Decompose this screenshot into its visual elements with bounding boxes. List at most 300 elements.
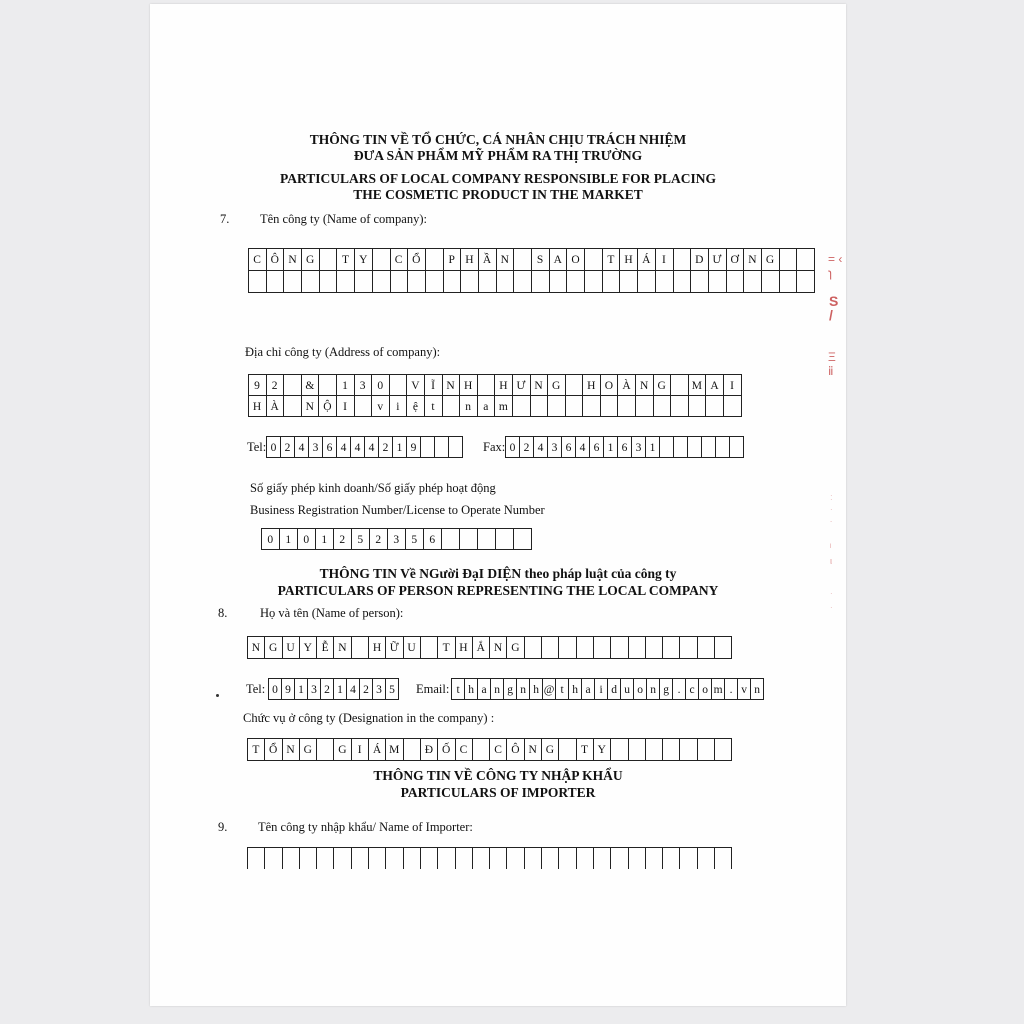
form-char-cell — [282, 847, 300, 869]
form-char-cell — [726, 270, 745, 293]
form-char-cell — [460, 270, 479, 293]
form-char-cell: 4 — [350, 436, 365, 458]
form-char-cell — [701, 436, 716, 458]
form-char-cell — [705, 395, 724, 417]
form-char-cell — [372, 248, 391, 271]
form-char-cell — [743, 270, 762, 293]
person-tel-cells — [268, 678, 398, 700]
form-char-cell — [299, 847, 317, 869]
form-char-cell — [524, 847, 542, 869]
form-char-cell — [437, 847, 455, 869]
importer-title-vi: THÔNG TIN VỀ CÔNG TY NHẬP KHẨU — [373, 768, 623, 783]
person-title-vi: THÔNG TIN Về NGười ĐạI DIỆN theo pháp luật của công ty — [319, 566, 677, 581]
form-char-cell: 0 — [297, 528, 316, 550]
form-char-cell: n — [646, 678, 660, 700]
form-char-cell: O — [566, 248, 585, 271]
form-char-cell — [662, 847, 680, 869]
form-char-cell: m — [494, 395, 513, 417]
ink-dot — [216, 694, 219, 697]
form-char-cell — [576, 847, 594, 869]
form-char-cell: 6 — [589, 436, 604, 458]
form-char-cell: 4 — [575, 436, 590, 458]
form-char-cell: T — [336, 248, 355, 271]
form-char-cell: 0 — [505, 436, 520, 458]
form-char-cell: G — [547, 374, 566, 396]
title-vi-line2: ĐƯA SẢN PHẨM MỸ PHẨM RA THỊ TRƯỜNG — [353, 148, 643, 163]
form-char-cell — [670, 395, 689, 417]
license-label-en: Business Registration Number/License to Operate Number — [250, 503, 545, 517]
form-char-cell — [628, 847, 646, 869]
form-char-cell — [690, 270, 709, 293]
form-char-cell: Ố — [437, 738, 455, 761]
form-char-cell — [472, 847, 490, 869]
stamp-mark: = ‹ ɿ — [828, 252, 843, 280]
form-char-cell: T — [437, 636, 455, 659]
form-char-cell: o — [633, 678, 647, 700]
form-char-cell: 2 — [320, 678, 334, 700]
form-char-cell: Ư — [708, 248, 727, 271]
form-char-cell — [582, 395, 601, 417]
form-char-cell: h — [464, 678, 478, 700]
form-char-cell — [610, 847, 628, 869]
form-char-cell: N — [524, 738, 542, 761]
form-char-cell — [442, 395, 461, 417]
form-char-cell: 0 — [261, 528, 280, 550]
form-char-cell: 4 — [533, 436, 548, 458]
form-char-cell: T — [247, 738, 265, 761]
form-char-cell — [565, 374, 584, 396]
form-char-cell — [697, 738, 715, 761]
form-char-cell: I — [723, 374, 742, 396]
company-tel-cells — [266, 436, 462, 458]
form-char-cell — [448, 436, 463, 458]
form-char-cell: 4 — [364, 436, 379, 458]
form-char-cell — [708, 270, 727, 293]
form-char-cell — [653, 395, 672, 417]
form-char-cell: A — [705, 374, 724, 396]
form-char-cell — [541, 847, 559, 869]
title-vi-line1: THÔNG TIN VỀ TỔ CHỨC, CÁ NHÂN CHỊU TRÁCH NHIỆM — [309, 132, 687, 147]
form-char-cell: N — [283, 248, 302, 271]
form-char-cell: n — [516, 678, 530, 700]
form-char-cell: C — [489, 738, 507, 761]
form-char-cell: G — [301, 248, 320, 271]
form-char-cell: u — [620, 678, 634, 700]
form-char-cell — [549, 270, 568, 293]
form-char-cell — [354, 270, 373, 293]
form-char-cell: m — [711, 678, 725, 700]
form-char-cell: Ữ — [385, 636, 403, 659]
item-number-8: 8. — [218, 606, 228, 620]
form-char-cell: Ắ — [472, 636, 490, 659]
form-char-cell: h — [568, 678, 582, 700]
form-char-cell — [673, 436, 688, 458]
form-char-cell — [628, 738, 646, 761]
form-char-cell — [662, 636, 680, 659]
form-char-cell — [637, 270, 656, 293]
company-name-row2 — [248, 270, 814, 293]
form-char-cell: N — [530, 374, 549, 396]
form-char-cell — [489, 847, 507, 869]
form-char-cell: 6 — [617, 436, 632, 458]
person-name-label: Họ và tên (Name of person): — [260, 606, 404, 620]
form-char-cell — [354, 395, 373, 417]
form-char-cell: N — [247, 636, 265, 659]
form-char-cell: 6 — [561, 436, 576, 458]
form-char-cell: . — [724, 678, 738, 700]
form-char-cell — [635, 395, 654, 417]
form-char-cell: N — [333, 636, 351, 659]
form-char-cell — [455, 847, 473, 869]
form-char-cell: N — [282, 738, 300, 761]
form-char-cell — [714, 847, 732, 869]
form-char-cell: G — [333, 738, 351, 761]
form-char-cell: I — [336, 395, 355, 417]
form-char-cell: G — [506, 636, 524, 659]
form-char-cell: N — [635, 374, 654, 396]
form-char-cell: G — [653, 374, 672, 396]
form-char-cell: Á — [637, 248, 656, 271]
form-char-cell — [513, 528, 532, 550]
form-char-cell — [714, 636, 732, 659]
form-char-cell: 9 — [248, 374, 267, 396]
form-char-cell: U — [282, 636, 300, 659]
form-char-cell: Ộ — [318, 395, 337, 417]
license-cells — [261, 528, 531, 550]
form-char-cell: 6 — [322, 436, 337, 458]
importer-title-en: PARTICULARS OF IMPORTER — [400, 785, 596, 800]
form-char-cell: 3 — [354, 374, 373, 396]
form-char-cell — [558, 847, 576, 869]
form-char-cell — [566, 270, 585, 293]
form-char-cell: N — [301, 395, 320, 417]
form-char-cell: M — [385, 738, 403, 761]
form-char-cell — [478, 270, 497, 293]
form-char-cell: 9 — [406, 436, 421, 458]
form-char-cell: a — [477, 678, 491, 700]
form-char-cell: g — [659, 678, 673, 700]
form-char-cell — [714, 738, 732, 761]
form-char-cell: 0 — [371, 374, 390, 396]
form-char-cell: D — [690, 248, 709, 271]
form-char-cell: 5 — [385, 678, 399, 700]
stamp-mark: ˡ ι — [830, 542, 832, 566]
form-char-cell: i — [389, 395, 408, 417]
form-char-cell: t — [424, 395, 443, 417]
form-char-cell — [425, 270, 444, 293]
form-char-cell — [351, 636, 369, 659]
form-char-cell — [531, 270, 550, 293]
designation-label: Chức vụ ở công ty (Designation in the company) : — [243, 711, 495, 725]
person-email-cells — [451, 678, 763, 700]
form-char-cell — [688, 395, 707, 417]
designation-cells — [247, 738, 731, 761]
form-char-cell — [420, 847, 438, 869]
form-char-cell: 5 — [351, 528, 370, 550]
form-char-cell: O — [600, 374, 619, 396]
form-char-cell — [558, 636, 576, 659]
form-char-cell — [495, 528, 514, 550]
form-char-cell: 4 — [294, 436, 309, 458]
form-char-cell: H — [494, 374, 513, 396]
form-char-cell — [283, 374, 302, 396]
form-char-cell: 1 — [336, 374, 355, 396]
company-fax-label: Fax: — [483, 439, 506, 454]
form-char-cell — [385, 847, 403, 869]
form-char-cell: v — [737, 678, 751, 700]
form-char-cell: 3 — [308, 436, 323, 458]
form-char-cell — [687, 436, 702, 458]
form-char-cell: @ — [542, 678, 556, 700]
stamp-mark: S / — [829, 293, 839, 323]
form-char-cell — [319, 248, 338, 271]
form-char-cell: H — [455, 636, 473, 659]
form-char-cell: Á — [368, 738, 386, 761]
form-char-cell: G — [299, 738, 317, 761]
form-char-cell: P — [443, 248, 462, 271]
company-tel-line — [247, 436, 462, 458]
form-char-cell — [407, 270, 426, 293]
form-char-cell — [779, 270, 798, 293]
form-char-cell — [617, 395, 636, 417]
form-char-cell: 9 — [281, 678, 295, 700]
form-char-cell — [628, 636, 646, 659]
form-char-cell — [610, 636, 628, 659]
form-char-cell: 4 — [336, 436, 351, 458]
form-char-cell: C — [390, 248, 409, 271]
form-char-cell — [441, 528, 460, 550]
form-char-cell: C — [455, 738, 473, 761]
form-char-cell: I — [351, 738, 369, 761]
form-char-cell — [316, 738, 334, 761]
form-char-cell: H — [460, 248, 479, 271]
form-char-cell — [351, 847, 369, 869]
form-char-cell — [403, 738, 421, 761]
person-email-line — [416, 678, 763, 700]
license-label-vi: Số giấy phép kinh doanh/Số giấy phép hoạt động — [250, 481, 496, 495]
form-char-cell — [697, 847, 715, 869]
form-char-cell — [425, 248, 444, 271]
form-char-cell — [796, 248, 815, 271]
form-char-cell — [679, 636, 697, 659]
form-char-cell — [679, 738, 697, 761]
form-char-cell — [584, 270, 603, 293]
form-char-cell — [576, 636, 594, 659]
form-char-cell: 3 — [307, 678, 321, 700]
form-char-cell — [316, 847, 334, 869]
form-char-cell — [513, 270, 532, 293]
form-char-cell: Đ — [420, 738, 438, 761]
title-en-line2: THE COSMETIC PRODUCT IN THE MARKET — [353, 187, 643, 202]
form-char-cell — [336, 270, 355, 293]
form-char-cell: o — [698, 678, 712, 700]
form-char-cell: Ĩ — [424, 374, 443, 396]
form-char-cell — [472, 738, 490, 761]
form-char-cell: Ư — [512, 374, 531, 396]
form-char-cell — [673, 248, 692, 271]
form-char-cell: Ô — [266, 248, 285, 271]
stamp-mark: ˑ ˑ — [830, 590, 833, 614]
form-char-cell — [512, 395, 531, 417]
company-tel-label: Tel: — [247, 439, 267, 454]
form-char-cell: 3 — [387, 528, 406, 550]
importer-name-label: Tên công ty nhập khẩu/ Name of Importer: — [258, 820, 473, 834]
form-char-cell — [602, 270, 621, 293]
form-char-cell — [593, 636, 611, 659]
form-char-cell: d — [607, 678, 621, 700]
form-char-cell — [420, 636, 438, 659]
form-char-cell: 2 — [266, 374, 285, 396]
form-char-cell — [659, 436, 674, 458]
address-row1 — [248, 374, 741, 396]
form-char-cell: H — [582, 374, 601, 396]
form-char-cell: & — [301, 374, 320, 396]
form-char-cell — [761, 270, 780, 293]
form-char-cell: G — [541, 738, 559, 761]
form-char-cell — [723, 395, 742, 417]
form-char-cell — [584, 248, 603, 271]
form-char-cell: t — [451, 678, 465, 700]
form-char-cell: N — [496, 248, 515, 271]
form-char-cell: 1 — [333, 678, 347, 700]
title-en-line1: PARTICULARS OF LOCAL COMPANY RESPONSIBLE FOR PLACING — [279, 171, 717, 186]
form-char-cell — [266, 270, 285, 293]
form-char-cell: H — [619, 248, 638, 271]
form-char-cell: 0 — [268, 678, 282, 700]
form-char-cell — [390, 270, 409, 293]
form-char-cell: Ơ — [726, 248, 745, 271]
company-name-label: Tên công ty (Name of company): — [260, 212, 427, 226]
form-char-cell: v — [371, 395, 390, 417]
form-char-cell — [318, 374, 337, 396]
form-char-cell — [524, 636, 542, 659]
stamp-mark: ː ˑ ˙ — [830, 492, 833, 530]
form-char-cell — [264, 847, 282, 869]
form-char-cell: Ễ — [316, 636, 334, 659]
form-char-cell — [333, 847, 351, 869]
form-char-cell — [496, 270, 515, 293]
form-char-cell: g — [503, 678, 517, 700]
form-char-cell: N — [743, 248, 762, 271]
person-title-en: PARTICULARS OF PERSON REPRESENTING THE LOCAL COMPANY — [277, 583, 719, 598]
form-char-cell: G — [264, 636, 282, 659]
form-char-cell: h — [529, 678, 543, 700]
form-char-cell: 0 — [266, 436, 281, 458]
form-char-cell — [248, 270, 267, 293]
form-char-cell: S — [531, 248, 550, 271]
form-char-cell: a — [581, 678, 595, 700]
form-char-cell: À — [617, 374, 636, 396]
form-char-cell: n — [490, 678, 504, 700]
form-char-cell: i — [594, 678, 608, 700]
item-number-7: 7. — [220, 212, 230, 226]
form-char-cell — [541, 636, 559, 659]
form-char-cell: 1 — [645, 436, 660, 458]
form-char-cell — [459, 528, 478, 550]
form-char-cell: Ổ — [407, 248, 426, 271]
form-char-cell — [443, 270, 462, 293]
form-char-cell: 2 — [280, 436, 295, 458]
form-char-cell — [796, 270, 815, 293]
form-char-cell — [530, 395, 549, 417]
form-char-cell — [319, 270, 338, 293]
form-char-cell: À — [266, 395, 285, 417]
form-char-cell: T — [576, 738, 594, 761]
form-char-cell: 1 — [279, 528, 298, 550]
form-char-cell — [283, 270, 302, 293]
form-char-cell — [662, 738, 680, 761]
form-char-cell: G — [761, 248, 780, 271]
form-char-cell: Y — [354, 248, 373, 271]
form-char-cell: 2 — [333, 528, 352, 550]
importer-name-cells — [247, 847, 731, 869]
form-char-cell — [283, 395, 302, 417]
form-char-cell — [434, 436, 449, 458]
form-char-cell — [247, 847, 265, 869]
stamp-mark: Ξ ⅱ — [828, 350, 836, 378]
form-char-cell — [729, 436, 744, 458]
form-char-cell: 2 — [369, 528, 388, 550]
form-char-cell: 3 — [372, 678, 386, 700]
company-name-row1 — [248, 248, 814, 271]
form-char-cell: H — [248, 395, 267, 417]
person-tel-line — [246, 678, 398, 700]
form-char-cell: U — [403, 636, 421, 659]
form-char-cell — [420, 436, 435, 458]
form-char-cell — [506, 847, 524, 869]
form-char-cell: T — [602, 248, 621, 271]
form-char-cell — [645, 738, 663, 761]
form-char-cell: H — [459, 374, 478, 396]
address-label: Địa chỉ công ty (Address of company): — [245, 345, 441, 359]
person-name-cells — [247, 636, 731, 659]
form-char-cell: M — [688, 374, 707, 396]
form-char-cell — [610, 738, 628, 761]
form-char-cell — [715, 436, 730, 458]
form-char-cell — [679, 847, 697, 869]
form-char-cell: 6 — [423, 528, 442, 550]
form-char-cell: 2 — [519, 436, 534, 458]
form-char-cell: A — [549, 248, 568, 271]
form-char-cell: c — [685, 678, 699, 700]
form-char-cell: ệ — [406, 395, 425, 417]
form-char-cell — [593, 847, 611, 869]
form-char-cell — [673, 270, 692, 293]
item-number-9: 9. — [218, 820, 228, 834]
form-char-cell: 4 — [346, 678, 360, 700]
form-char-cell: 5 — [405, 528, 424, 550]
form-char-cell: Y — [299, 636, 317, 659]
form-char-cell: V — [406, 374, 425, 396]
form-char-cell — [477, 374, 496, 396]
form-char-cell: Y — [593, 738, 611, 761]
form-char-cell — [403, 847, 421, 869]
form-char-cell — [619, 270, 638, 293]
form-char-cell: 2 — [378, 436, 393, 458]
person-tel-label: Tel: — [246, 681, 266, 696]
form-char-cell: Ổ — [264, 738, 282, 761]
form-char-cell: I — [655, 248, 674, 271]
form-char-cell: 3 — [547, 436, 562, 458]
form-char-cell — [779, 248, 798, 271]
form-char-cell — [565, 395, 584, 417]
form-char-cell: Ô — [506, 738, 524, 761]
form-char-cell — [301, 270, 320, 293]
company-fax-cells — [505, 436, 743, 458]
form-char-cell — [513, 248, 532, 271]
form-char-cell — [477, 528, 496, 550]
form-char-cell — [655, 270, 674, 293]
